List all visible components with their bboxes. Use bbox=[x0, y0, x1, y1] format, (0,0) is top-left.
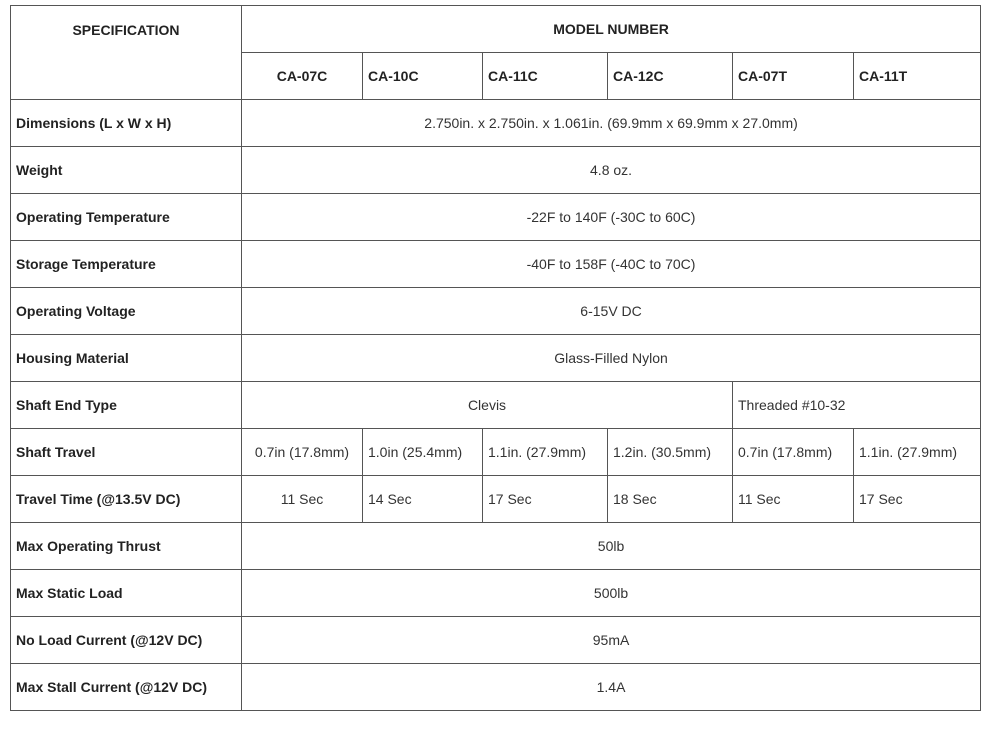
model-header-ca-11t: CA-11T bbox=[854, 53, 981, 100]
table-row bbox=[11, 241, 981, 288]
housing-material-value: Glass-Filled Nylon bbox=[242, 335, 981, 382]
row-label-storage-temperature: Storage Temperature bbox=[11, 241, 242, 288]
travel-time-ca-11c: 17 Sec bbox=[483, 476, 608, 523]
table-row bbox=[11, 382, 981, 429]
table-row bbox=[11, 147, 981, 194]
table-row bbox=[11, 617, 981, 664]
model-header-ca-07t: CA-07T bbox=[733, 53, 854, 100]
table-row bbox=[11, 288, 981, 335]
shaft-travel-ca-10c: 1.0in (25.4mm) bbox=[363, 429, 483, 476]
row-label-operating-temperature: Operating Temperature bbox=[11, 194, 242, 241]
travel-time-ca-12c: 18 Sec bbox=[608, 476, 733, 523]
model-header-ca-10c: CA-10C bbox=[363, 53, 483, 100]
row-label-shaft-end-type: Shaft End Type bbox=[11, 382, 242, 429]
row-label-no-load-current: No Load Current (@12V DC) bbox=[11, 617, 242, 664]
row-label-max-operating-thrust: Max Operating Thrust bbox=[11, 523, 242, 570]
row-label-max-stall-current: Max Stall Current (@12V DC) bbox=[11, 664, 242, 711]
shaft-end-type-clevis: Clevis bbox=[242, 382, 733, 429]
travel-time-ca-07t: 11 Sec bbox=[733, 476, 854, 523]
header-row bbox=[11, 6, 981, 53]
shaft-travel-ca-12c: 1.2in. (30.5mm) bbox=[608, 429, 733, 476]
max-operating-thrust-value: 50lb bbox=[242, 523, 981, 570]
shaft-travel-ca-07t: 0.7in (17.8mm) bbox=[733, 429, 854, 476]
spec-table bbox=[10, 5, 981, 711]
dimensions-value: 2.750in. x 2.750in. x 1.061in. (69.9mm x 69.9mm x 27.0mm) bbox=[242, 100, 981, 147]
table-row bbox=[11, 664, 981, 711]
storage-temperature-value: -40F to 158F (-40C to 70C) bbox=[242, 241, 981, 288]
table-row bbox=[11, 570, 981, 617]
row-label-operating-voltage: Operating Voltage bbox=[11, 288, 242, 335]
table-row bbox=[11, 100, 981, 147]
row-label-shaft-travel: Shaft Travel bbox=[11, 429, 242, 476]
table-row bbox=[11, 523, 981, 570]
row-label-weight: Weight bbox=[11, 147, 242, 194]
model-header-ca-07c: CA-07C bbox=[242, 53, 363, 100]
table-row bbox=[11, 194, 981, 241]
model-header-ca-11c: CA-11C bbox=[483, 53, 608, 100]
table-row bbox=[11, 476, 981, 523]
max-stall-current-value: 1.4A bbox=[242, 664, 981, 711]
specification-header: SPECIFICATION bbox=[11, 6, 242, 100]
travel-time-ca-10c: 14 Sec bbox=[363, 476, 483, 523]
table-row bbox=[11, 429, 981, 476]
travel-time-ca-11t: 17 Sec bbox=[854, 476, 981, 523]
shaft-travel-ca-07c: 0.7in (17.8mm) bbox=[242, 429, 363, 476]
shaft-travel-ca-11t: 1.1in. (27.9mm) bbox=[854, 429, 981, 476]
operating-voltage-value: 6-15V DC bbox=[242, 288, 981, 335]
row-label-dimensions: Dimensions (L x W x H) bbox=[11, 100, 242, 147]
travel-time-ca-07c: 11 Sec bbox=[242, 476, 363, 523]
shaft-end-type-threaded: Threaded #10-32 bbox=[733, 382, 981, 429]
table-row bbox=[11, 335, 981, 382]
no-load-current-value: 95mA bbox=[242, 617, 981, 664]
operating-temperature-value: -22F to 140F (-30C to 60C) bbox=[242, 194, 981, 241]
model-header-ca-12c: CA-12C bbox=[608, 53, 733, 100]
weight-value: 4.8 oz. bbox=[242, 147, 981, 194]
model-number-header: MODEL NUMBER bbox=[242, 6, 981, 53]
shaft-travel-ca-11c: 1.1in. (27.9mm) bbox=[483, 429, 608, 476]
row-label-travel-time: Travel Time (@13.5V DC) bbox=[11, 476, 242, 523]
row-label-max-static-load: Max Static Load bbox=[11, 570, 242, 617]
row-label-housing-material: Housing Material bbox=[11, 335, 242, 382]
max-static-load-value: 500lb bbox=[242, 570, 981, 617]
